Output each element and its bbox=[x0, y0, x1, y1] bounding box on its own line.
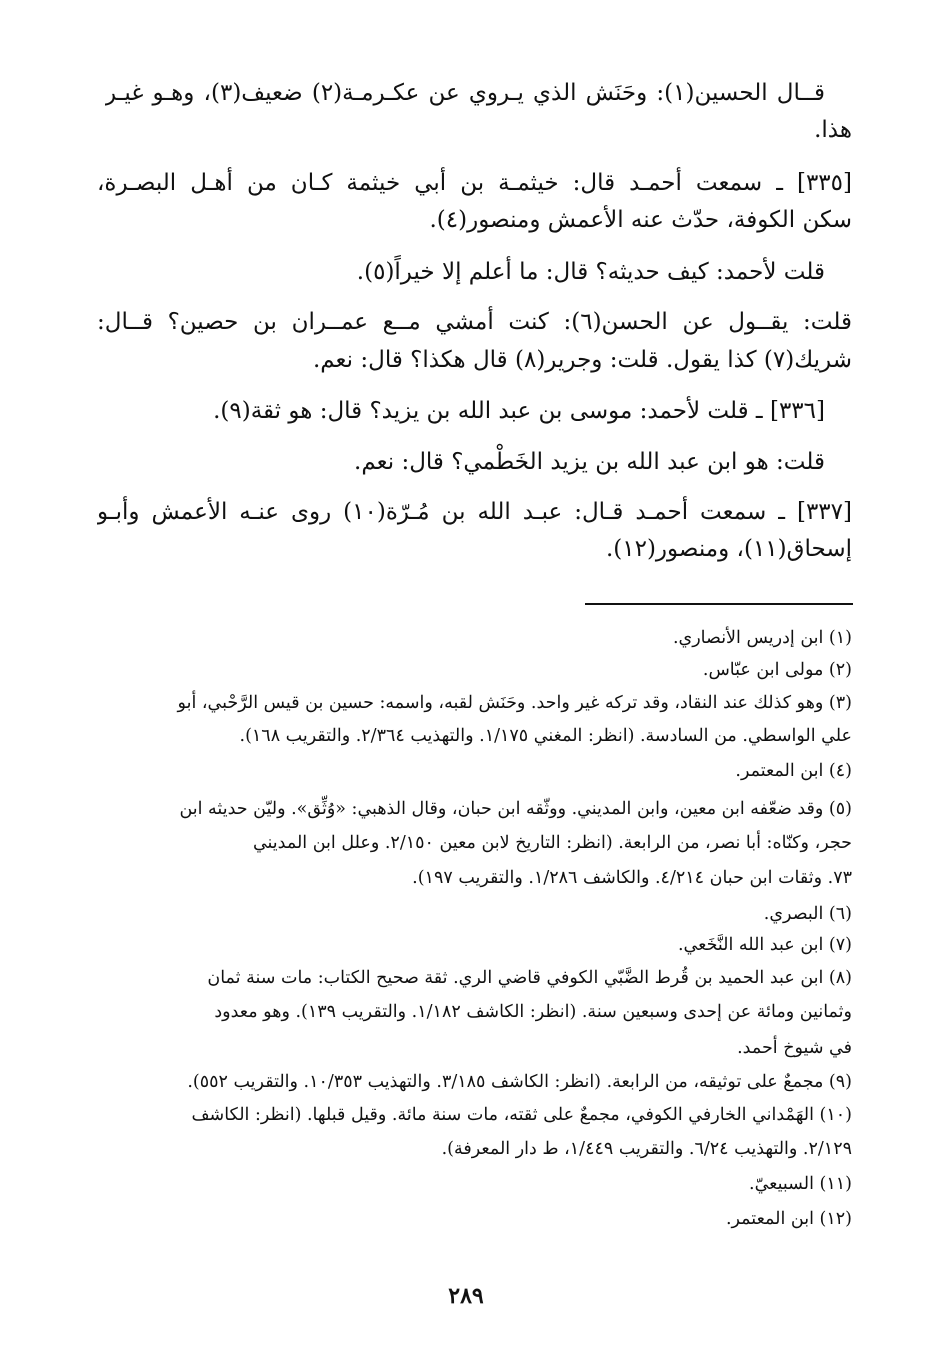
body-line-9: قلت: هو ابن عبد الله بن يزيد الخَطْمي؟ قال: نعم. bbox=[354, 449, 825, 475]
body-line-3: [٣٣٥] ـ سمعت أحمـد قال: خيثمـة بن أبي خيثمة كـان من أهـل البصـرة، bbox=[97, 170, 852, 196]
footnote-7: (٧) ابن عبد الله النَّخَعي. bbox=[677, 935, 852, 955]
footnote-10-line-2: ٢/١٢٩. والتهذيب ٦/٢٤. والتقريب ١/٤٤٩، ط دار المعرفة). bbox=[441, 1139, 852, 1159]
footnote-11: (١١) السبيعيّ. bbox=[749, 1174, 852, 1194]
footnote-3-line-2: علي الواسطي. من السادسة. (انظر: المغني ١/١٧٥. والتهذيب ٢/٣٦٤. والتقريب ١٦٨). bbox=[239, 726, 852, 746]
footnote-separator bbox=[585, 603, 853, 605]
page-number: ٢٨٩ bbox=[448, 1283, 484, 1309]
footnote-1: (١) ابن إدريس الأنصاري. bbox=[672, 628, 852, 648]
footnote-5-line-1: (٥) وقد ضعّفه ابن معين، وابن المديني. ووثّقه ابن حبان، وقال الذهبي: «وُثِّق». وليّن حديثه ابن bbox=[179, 799, 852, 819]
footnote-4: (٤) ابن المعتمر. bbox=[735, 761, 852, 781]
footnote-6: (٦) البصري. bbox=[763, 904, 852, 924]
footnote-3-line-1: (٣) وهو كذلك عند النقاد، وقد تركه غير واحد. وحَنَش لقبه، واسمه: حسين بن قيس الرَّحْبي، أبو bbox=[177, 693, 852, 713]
footnote-2: (٢) مولى ابن عبّاس. bbox=[702, 660, 852, 680]
footnote-5-line-3: ٧٣. وثقات ابن حبان ٤/٢١٤. والكاشف ١/٢٨٦. والتقريب ١٩٧). bbox=[412, 868, 852, 888]
footnote-8-line-1: (٨) ابن عبد الحميد بن قُرط الضَّبّي الكوفي قاضي الري. ثقة صحيح الكتاب: مات سنة ثمان bbox=[207, 968, 852, 988]
body-line-8: [٣٣٦] ـ قلت لأحمد: موسى بن عبد الله بن يزيد؟ قال: هو ثقة(٩). bbox=[213, 398, 825, 424]
body-line-6: قلت: يقــول عن الحسن(٦): كنت أمشي مــع عمــران بن حصين؟ قــال: bbox=[97, 309, 852, 335]
footnote-12: (١٢) ابن المعتمر. bbox=[725, 1209, 852, 1229]
footnote-8-line-2: وثمانين ومائة عن إحدى وسبعين سنة. (انظر: الكاشف ١/١٨٢. والتقريب ١٣٩). وهو معدود bbox=[214, 1002, 852, 1022]
body-line-2: هذا. bbox=[814, 117, 852, 143]
footnote-8-line-3: في شيوخ أحمد. bbox=[737, 1038, 852, 1058]
body-line-7: شريك(٧) كذا يقول. قلت: وجرير(٨) قال هكذا؟ قال: نعم. bbox=[312, 347, 852, 373]
body-line-10: [٣٣٧] ـ سمعت أحمـد قـال: عبـد الله بن مُـرّة(١٠) روى عنـه الأعمش وأبـو bbox=[97, 499, 852, 525]
body-line-5: قلت لأحمد: كيف حديثه؟ قال: ما أعلم إلا خيراً(٥). bbox=[356, 259, 825, 285]
footnote-5-line-2: حجر، وكنّاه: أبا نصر، من الرابعة. (انظر: التاريخ لابن معين ٢/١٥٠. وعلل ابن المديني bbox=[252, 833, 852, 853]
body-line-1: قــال الحسين(١): وحَنَش الذي يـروي عن عكـرمـة(٢) ضعيف(٣)، وهـو غيـر bbox=[105, 80, 825, 106]
body-line-4: سكن الكوفة، حدّث عنه الأعمش ومنصور(٤). bbox=[429, 207, 852, 233]
footnote-10-line-1: (١٠) الهَمْداني الخارفي الكوفي، مجمعٌ على ثقته، مات سنة مائة. وقيل قبلها. (انظر: الكاشف bbox=[191, 1105, 852, 1125]
footnote-9: (٩) مجمعٌ على توثيقه، من الرابعة. (انظر: الكاشف ٣/١٨٥. والتهذيب ١٠/٣٥٣. والتقريب ٥٥٢). bbox=[187, 1072, 852, 1092]
body-line-11: إسحاق(١١)، ومنصور(١٢). bbox=[605, 536, 852, 562]
